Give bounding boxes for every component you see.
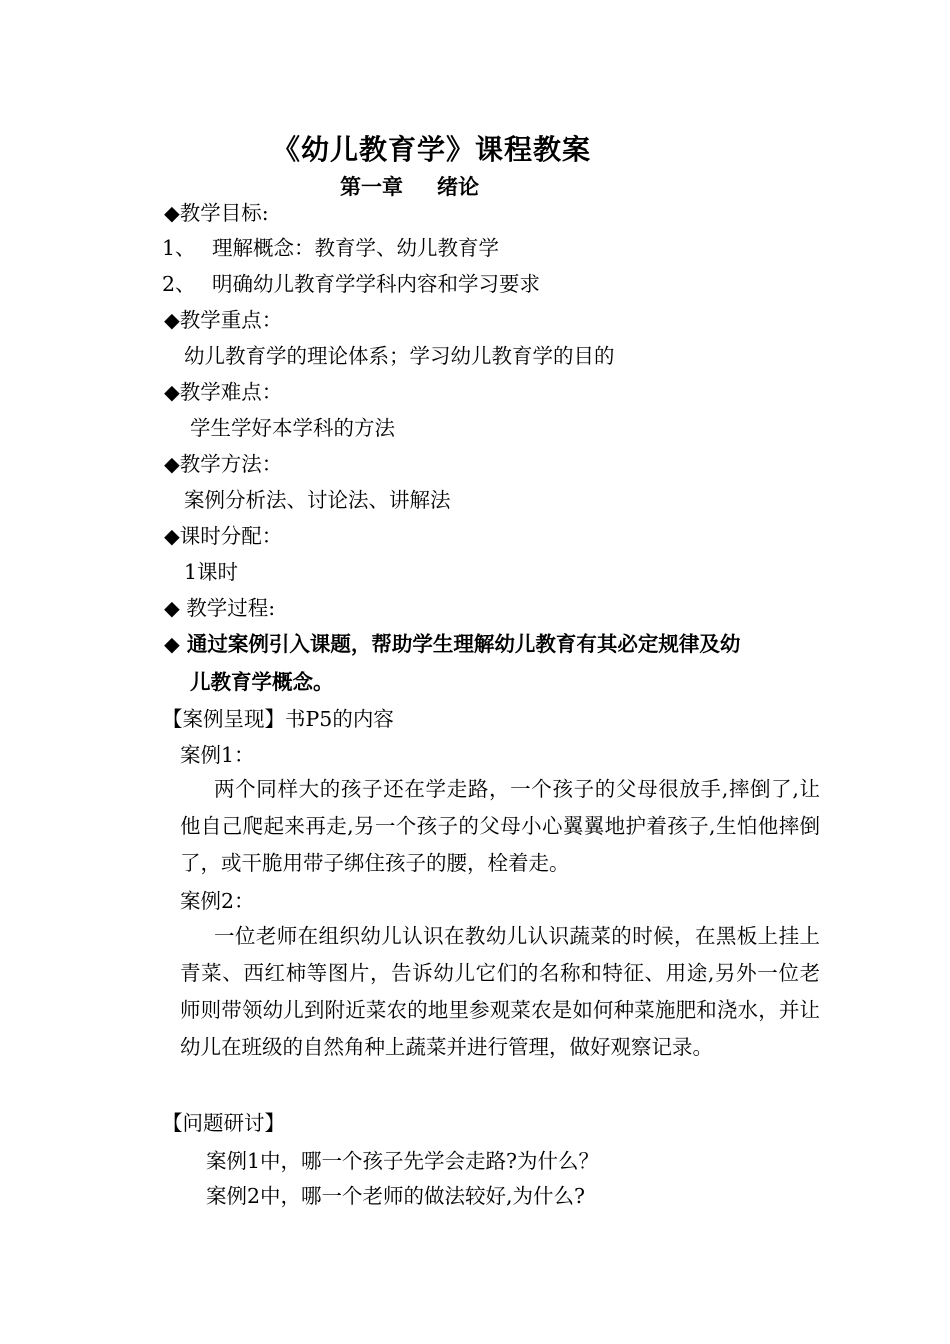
- case-1-label: 案例1：: [180, 743, 255, 767]
- goal-item-number: 1、: [162, 236, 196, 260]
- case-2-label: 案例2：: [180, 889, 255, 913]
- process-bold-line-2: 儿教育学概念。: [190, 670, 334, 694]
- document-title: 《幼儿教育学》课程教案: [272, 133, 592, 166]
- case-1-text: 两个同样大的孩子还在学走路，一个孩子的父母很放手,摔倒了,让他自己爬起来再走,另一个孩子的父母小心翼翼地护着孩子,生怕他摔倒了，或干脆用带子绑住孩子的腰，栓着走。: [180, 777, 820, 875]
- goal-item-2: [162, 271, 540, 297]
- discussion-heading: 【问题研讨】: [162, 1111, 285, 1135]
- difficulties-text: 学生学好本学科的方法: [190, 416, 395, 440]
- difficulties-heading: ◆教学难点：: [164, 380, 283, 404]
- discussion-question-1: 案例1中，哪一个孩子先学会走路?为什么？: [206, 1149, 600, 1173]
- case-intro: 【案例呈现】书P5的内容: [162, 707, 394, 731]
- goals-heading: ◆教学目标:: [164, 201, 269, 225]
- process-bold-line-1: ◆ 通过案例引入课题，帮助学生理解幼儿教育有其必定规律及幼: [164, 632, 741, 656]
- goal-item-text: 明确幼儿教育学学科内容和学习要求: [212, 272, 540, 296]
- methods-heading: ◆教学方法：: [164, 452, 283, 476]
- goal-item-text: 理解概念：教育学、幼儿教育学: [212, 236, 499, 260]
- chapter-number: 第一章: [340, 174, 403, 199]
- discussion-question-2: 案例2中，哪一个老师的做法较好,为什么?: [206, 1184, 586, 1208]
- key-points-heading: ◆教学重点：: [164, 308, 283, 332]
- key-points-text: 幼儿教育学的理论体系；学习幼儿教育学的目的: [184, 344, 615, 368]
- hours-heading: ◆课时分配：: [164, 524, 283, 548]
- chapter-name: 绪论: [437, 174, 479, 199]
- chapter-heading: [340, 173, 479, 201]
- case-2-text: 一位老师在组织幼儿认识在教幼儿认识蔬菜的时候，在黑板上挂上青菜、西红柿等图片，告诉幼儿它们的名称和特征、用途,另外一位老师则带领幼儿到附近菜农的地里参观菜农是如何种菜施肥和浇水，并让幼儿在班级的自然角种上蔬菜并进行管理，做好观察记录。: [180, 924, 820, 1059]
- goal-item-number: 2、: [162, 272, 196, 296]
- process-heading: ◆ 教学过程:: [164, 596, 276, 620]
- goal-item-1: [162, 235, 499, 261]
- hours-text: 1课时: [184, 560, 239, 584]
- methods-text: 案例分析法、讨论法、讲解法: [184, 488, 451, 512]
